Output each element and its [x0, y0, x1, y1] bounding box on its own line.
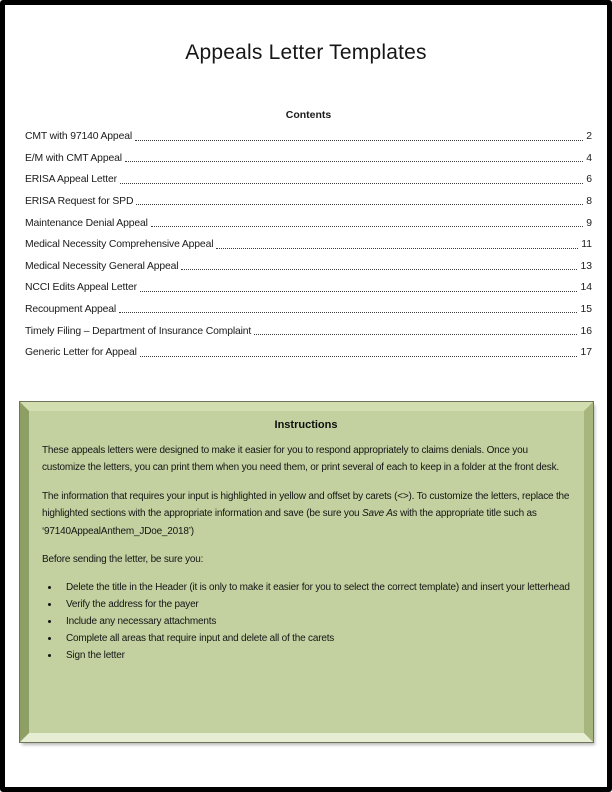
- toc-entry[interactable]: [25, 299, 592, 321]
- toc-dot-leader: [254, 334, 577, 335]
- toc-dot-leader: [151, 226, 583, 227]
- instructions-paragraph-1: These appeals letters were designed to make it easier for you to respond appropriately to claims denials. Once you customize the letters, you can print them when you need them, or print several of each to keep in a folder at the front desk.: [42, 444, 559, 474]
- toc-entry[interactable]: [25, 320, 592, 342]
- toc-dot-leader: [216, 248, 578, 249]
- toc-entry-label: Generic Letter for Appeal: [25, 347, 137, 359]
- instructions-bullet-item: • Verify the address for the payer: [60, 596, 570, 613]
- toc-entry[interactable]: [25, 126, 592, 148]
- instructions-box: [20, 402, 593, 742]
- save-as-emphasis: Save As: [362, 508, 398, 520]
- toc-entry-label: ERISA Appeal Letter: [25, 174, 117, 186]
- table-of-contents: [25, 109, 592, 364]
- toc-entry-label: Maintenance Denial Appeal: [25, 217, 148, 229]
- toc-entry-label: Medical Necessity General Appeal: [25, 260, 179, 272]
- toc-entry-label: Recoupment Appeal: [25, 303, 117, 315]
- toc-entry-label: CMT with 97140 Appeal: [25, 131, 132, 143]
- toc-entry-label: NCCI Edits Appeal Letter: [25, 282, 137, 294]
- toc-entry[interactable]: [25, 256, 592, 278]
- toc-entry[interactable]: [25, 342, 592, 364]
- toc-page-number: 8: [586, 195, 592, 207]
- toc-entry-label: Timely Filing – Department of Insurance Complaint: [25, 325, 252, 337]
- paragraph-2-text-end: with the appropriate title such as ‘97140AppealAnthem_JDoe_2018’): [42, 508, 537, 537]
- toc-entry[interactable]: [25, 234, 592, 256]
- paragraph-2-text: The information that requires your input is highlighted in yellow and offset by carets (<>). To customize the letters, replace the highlighted sections with the appropriate information and save (be sure you: [42, 490, 570, 520]
- toc-page-number: 11: [581, 239, 592, 251]
- toc-page-number: 14: [580, 282, 592, 294]
- toc-dot-leader: [140, 356, 578, 357]
- toc-entry-label: E/M with CMT Appeal: [25, 152, 122, 164]
- toc-dot-leader: [120, 183, 583, 184]
- toc-dot-leader: [125, 161, 583, 162]
- toc-entry-label: ERISA Request for SPD: [25, 195, 134, 207]
- toc-page-number: 9: [586, 217, 592, 229]
- toc-page-number: 16: [580, 325, 592, 337]
- toc-dot-leader: [119, 312, 577, 313]
- instructions-paragraph-3: Before sending the letter, be sure you:: [42, 554, 204, 566]
- toc-dot-leader: [181, 269, 577, 270]
- toc-dot-leader: [136, 204, 583, 205]
- toc-entry-label: Medical Necessity Comprehensive Appeal: [25, 239, 214, 251]
- toc-page-number: 17: [580, 347, 592, 359]
- toc-page-number: 4: [586, 152, 592, 164]
- toc-page-number: 6: [586, 174, 592, 186]
- toc-dot-leader: [140, 291, 578, 292]
- instructions-content: [29, 411, 584, 664]
- instructions-bullet-item: • Complete all areas that require input and delete all of the carets: [60, 630, 570, 647]
- toc-dot-leader: [135, 140, 583, 141]
- toc-page-number: 15: [580, 303, 592, 315]
- instructions-paragraph-2: [42, 488, 570, 541]
- toc-entry[interactable]: [25, 148, 592, 170]
- instructions-bullet-item: • Include any necessary attachments: [60, 613, 570, 630]
- toc-entry[interactable]: [25, 191, 592, 213]
- toc-page-number: 13: [580, 260, 592, 272]
- page-title: Appeals Letter Templates: [185, 41, 427, 64]
- toc-page-number: 2: [586, 131, 592, 143]
- toc-entry[interactable]: [25, 212, 592, 234]
- instructions-heading: Instructions: [274, 418, 338, 431]
- toc-entry[interactable]: [25, 277, 592, 299]
- toc-heading: Contents: [285, 109, 332, 121]
- instructions-bullet-item: • Sign the letter: [60, 647, 570, 664]
- toc-entry[interactable]: [25, 169, 592, 191]
- instructions-bullet-item: • Delete the title in the Header (it is only to make it easier for you to select the correct template) and insert your letterhead: [60, 579, 570, 596]
- instructions-bullet-list: [42, 579, 570, 664]
